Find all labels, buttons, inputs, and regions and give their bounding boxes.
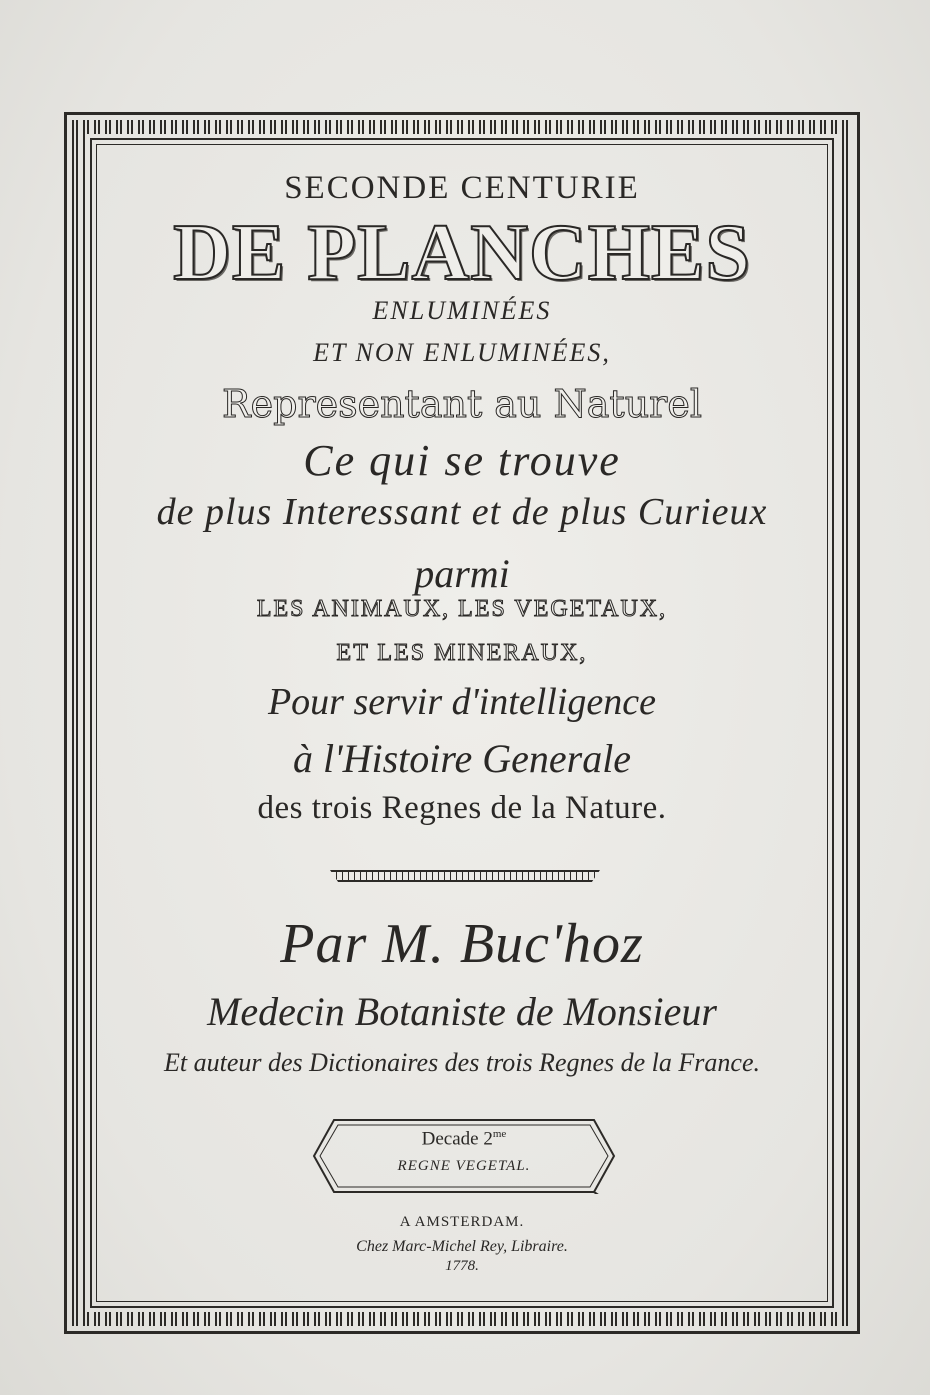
ornamental-rule — [330, 870, 600, 882]
title-line-mineraux: ET LES MINERAUX, — [336, 640, 588, 666]
imprint-publisher: Chez Marc-Michel Rey, Libraire. — [356, 1238, 568, 1255]
title-line-interessant-curieux: de plus Interessant et de plus Curieux — [156, 491, 768, 533]
imprint-year: 1778. — [445, 1258, 479, 1274]
decade-cartouche — [312, 1118, 616, 1194]
imprint-place: A AMSTERDAM. — [399, 1214, 525, 1230]
decade-label: Decade $2^{me}$ — [421, 1128, 507, 1150]
title-line-ce-qui-se-trouve: Ce qui se trouve — [303, 436, 621, 485]
title-line-pour-servir: Pour servir d'intelligence — [267, 681, 657, 723]
main-title: DE PLANCHES — [173, 209, 751, 297]
title-line-animaux-vegetaux: LES ANIMAUX, LES VEGETAUX, — [256, 596, 668, 622]
author-role: Medecin Botaniste de Monsieur — [207, 989, 717, 1034]
author-name: Par M. Buc'hoz — [280, 913, 644, 975]
title-line-trois-regnes: des trois Regnes de la Nature. — [257, 790, 667, 826]
title-line-histoire-generale: à l'Histoire Generale — [292, 736, 632, 781]
title-line-non-enluminees: ET NON ENLUMINÉES, — [313, 338, 611, 367]
decade-superscript: me — [492, 1128, 507, 1140]
regne-label: REGNE VEGETAL. — [397, 1158, 531, 1174]
title-line-enluminees: ENLUMINÉES — [372, 296, 552, 325]
title-line-parmi: parmi — [414, 551, 510, 596]
author-credits: Et auteur des Dictionaires des trois Regnes de la France. — [164, 1048, 760, 1077]
title-line-representant: Representant au Naturel — [222, 382, 702, 426]
title-line-seconde-centurie: SECONDE CENTURIE — [284, 170, 640, 206]
